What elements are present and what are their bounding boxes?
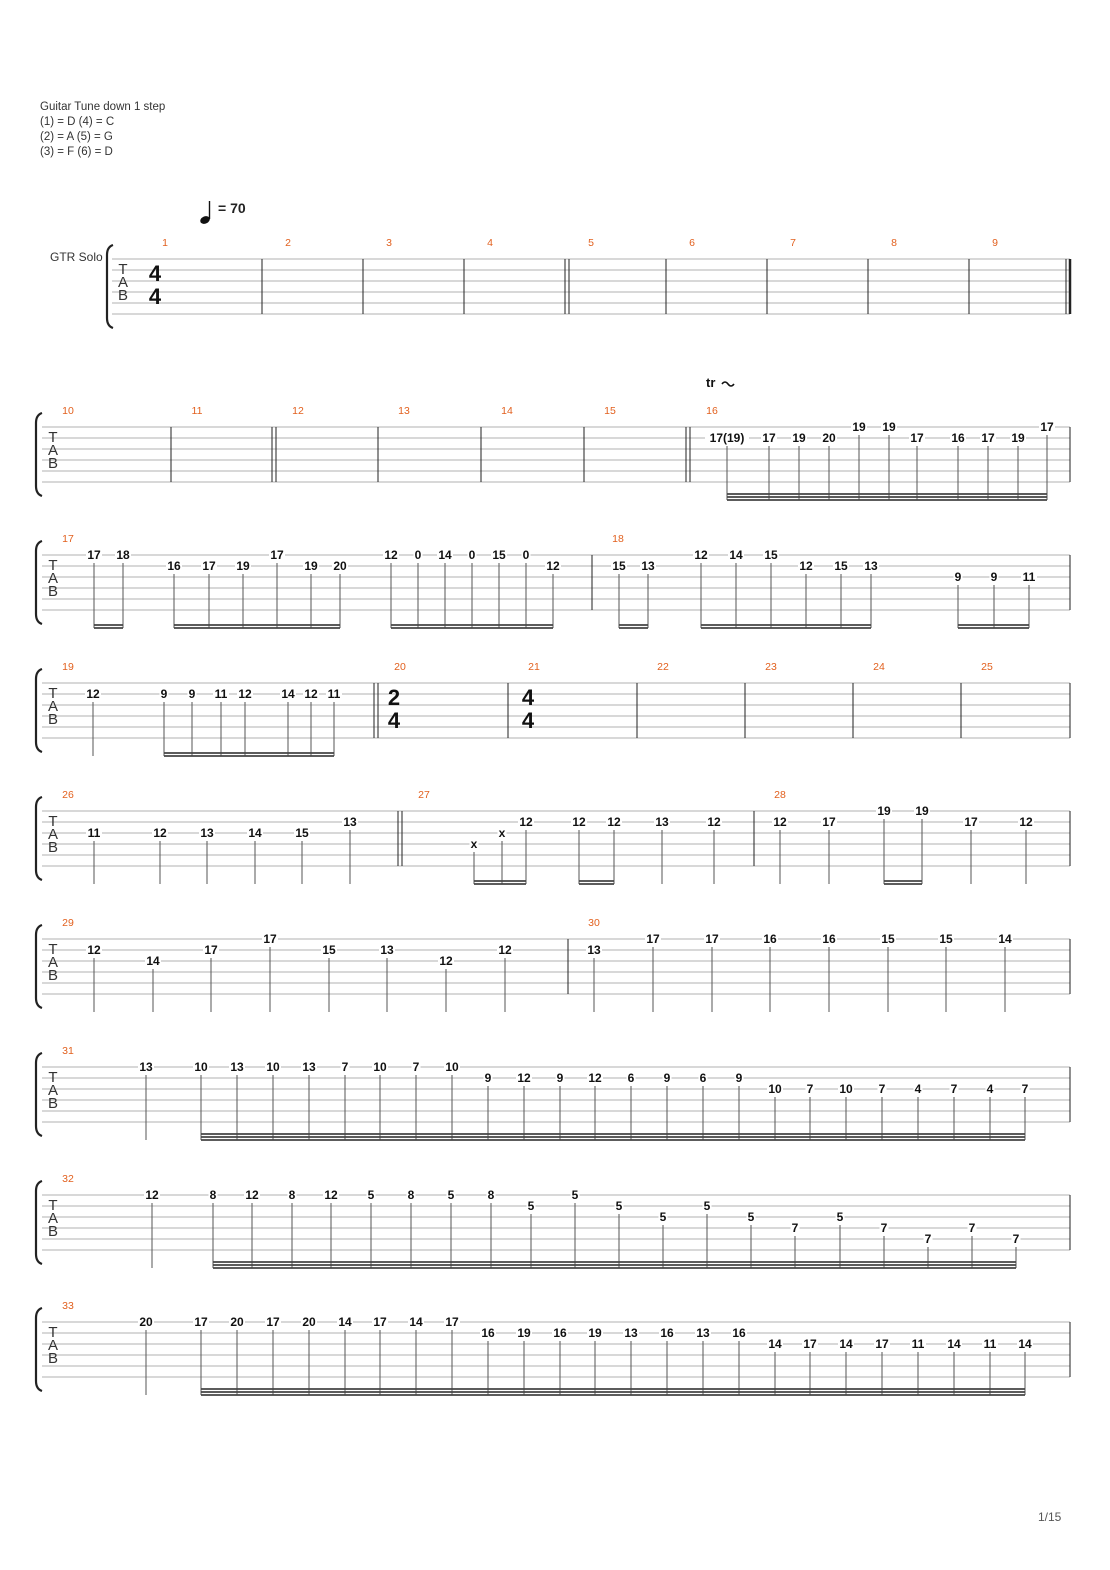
fret-number: 17 (646, 932, 660, 946)
fret-number: 6 (699, 1071, 707, 1085)
measure-number: 18 (612, 533, 624, 545)
tab-clef-letter: T (48, 813, 58, 830)
measure-number: 15 (604, 405, 616, 417)
fret-number: 14 (281, 687, 295, 701)
fret-number: 9 (990, 570, 998, 584)
fret-number: 7 (1012, 1232, 1020, 1246)
tab-clef-letter: A (47, 1210, 59, 1227)
trill-wave-icon (722, 382, 734, 386)
tuning-title: Guitar Tune down 1 step (40, 101, 166, 113)
fret-number: 16 (167, 559, 181, 573)
fret-number: 19 (877, 804, 891, 818)
fret-number: 15 (764, 548, 778, 562)
tab-clef-letter: B (47, 583, 59, 600)
fret-number: 10 (768, 1082, 782, 1096)
measure-number: 26 (62, 789, 74, 801)
tab-clef-letter: B (117, 287, 129, 304)
time-signature-bottom: 4 (387, 708, 401, 733)
measure-number: 4 (487, 237, 493, 249)
fret-number: 5 (703, 1199, 711, 1213)
measure-number: 24 (873, 661, 885, 673)
tab-clef-letter: B (47, 711, 59, 728)
fret-number: 8 (209, 1188, 217, 1202)
fret-number: 16 (732, 1326, 746, 1340)
fret-number: 14 (146, 954, 160, 968)
fret-number: 5 (615, 1199, 623, 1213)
fret-number: 6 (627, 1071, 635, 1085)
fret-number: 17 (263, 932, 277, 946)
fret-number: 13 (139, 1060, 153, 1074)
measure-number: 1 (162, 237, 168, 249)
system-bracket (36, 1053, 42, 1136)
system-bracket (36, 797, 42, 880)
fret-number: 12 (588, 1071, 602, 1085)
fret-number: 10 (194, 1060, 208, 1074)
fret-number: 12 (87, 943, 101, 957)
system-bracket (36, 925, 42, 1008)
fret-number: 11 (214, 687, 228, 701)
fret-number: 12 (799, 559, 813, 573)
fret-number: 7 (341, 1060, 349, 1074)
fret-number: 9 (484, 1071, 492, 1085)
fret-number: 9 (160, 687, 168, 701)
fret-number: 13 (302, 1060, 316, 1074)
fret-number: 10 (839, 1082, 853, 1096)
fret-number: 11 (87, 826, 101, 840)
fret-number: 12 (439, 954, 453, 968)
time-signature-bottom: 4 (148, 284, 162, 309)
fret-number: 14 (768, 1337, 782, 1351)
tab-clef-letter: A (47, 1082, 59, 1099)
fret-number: 13 (864, 559, 878, 573)
fret-number: 12 (546, 559, 560, 573)
measure-number: 8 (891, 237, 897, 249)
fret-number: 4 (914, 1082, 922, 1096)
fret-number: 17 (266, 1315, 280, 1329)
measure-number: 20 (394, 661, 406, 673)
measure-number: 21 (528, 661, 540, 673)
measure-number: 2 (285, 237, 291, 249)
fret-number: 12 (607, 815, 621, 829)
measure-number: 27 (418, 789, 430, 801)
fret-number: 19 (915, 804, 929, 818)
fret-number: 20 (333, 559, 347, 573)
measure-number: 5 (588, 237, 594, 249)
fret-number: 16 (481, 1326, 495, 1340)
fret-number: 13 (200, 826, 214, 840)
fret-number: 13 (587, 943, 601, 957)
fret-number: 0 (468, 548, 476, 562)
tab-clef-letter: A (47, 826, 59, 843)
fret-number: 19 (1011, 431, 1025, 445)
measure-number: 14 (501, 405, 513, 417)
measure-number: 10 (62, 405, 74, 417)
fret-number: 12 (498, 943, 512, 957)
fret-number: 15 (939, 932, 953, 946)
fret-number: 5 (836, 1210, 844, 1224)
fret-number: 19 (588, 1326, 602, 1340)
fret-number: 9 (954, 570, 962, 584)
fret-number: x (498, 826, 506, 840)
fret-number: 16 (822, 932, 836, 946)
fret-number: 7 (968, 1221, 976, 1235)
fret-number: 7 (878, 1082, 886, 1096)
fret-number: 7 (412, 1060, 420, 1074)
time-signature-bottom: 4 (521, 708, 535, 733)
fret-number: 20 (230, 1315, 244, 1329)
tuning-line: (3) = F (6) = D (40, 146, 113, 158)
fret-number: 9 (556, 1071, 564, 1085)
fret-number: 8 (487, 1188, 495, 1202)
fret-number: 17 (1040, 420, 1054, 434)
fret-number: 5 (747, 1210, 755, 1224)
tab-clef-letter: T (118, 261, 128, 278)
fret-number: 20 (139, 1315, 153, 1329)
fret-number: 12 (384, 548, 398, 562)
fret-number: 7 (924, 1232, 932, 1246)
fret-number: 12 (304, 687, 318, 701)
tab-clef-letter: B (47, 967, 59, 984)
tab-clef-letter: T (48, 1069, 58, 1086)
tab-clef-letter: T (48, 1197, 58, 1214)
fret-number: 12 (519, 815, 533, 829)
fret-number: 19 (792, 431, 806, 445)
measure-number: 23 (765, 661, 777, 673)
tempo-value: = 70 (218, 200, 246, 216)
fret-number: x (470, 837, 478, 851)
fret-number: 10 (266, 1060, 280, 1074)
fret-number: 15 (612, 559, 626, 573)
fret-number: 5 (447, 1188, 455, 1202)
fret-number: 15 (492, 548, 506, 562)
tab-clef-letter: A (47, 698, 59, 715)
measure-number: 28 (774, 789, 786, 801)
system-bracket (36, 413, 42, 496)
fret-number: 16 (660, 1326, 674, 1340)
fret-number: 16 (763, 932, 777, 946)
fret-number: 20 (822, 431, 836, 445)
fret-number: 15 (295, 826, 309, 840)
fret-number: 17(19) (709, 431, 745, 445)
fret-number: 20 (302, 1315, 316, 1329)
measure-number: 11 (191, 405, 203, 417)
measure-number: 16 (706, 405, 718, 417)
fret-number: 14 (729, 548, 743, 562)
measure-number: 30 (588, 917, 600, 929)
measure-number: 29 (62, 917, 74, 929)
fret-number: 14 (998, 932, 1012, 946)
tab-clef-letter: A (47, 442, 59, 459)
fret-number: 15 (881, 932, 895, 946)
fret-number: 12 (238, 687, 252, 701)
time-signature-top: 4 (521, 685, 535, 710)
fret-number: 7 (880, 1221, 888, 1235)
measure-number: 3 (386, 237, 392, 249)
fret-number: 14 (947, 1337, 961, 1351)
tab-clef-letter: T (48, 1324, 58, 1341)
fret-number: 19 (882, 420, 896, 434)
fret-number: 17 (204, 943, 218, 957)
fret-number: 5 (527, 1199, 535, 1213)
fret-number: 19 (852, 420, 866, 434)
system-bracket (36, 541, 42, 624)
fret-number: 4 (986, 1082, 994, 1096)
measure-number: 12 (292, 405, 304, 417)
fret-number: 13 (343, 815, 357, 829)
tab-clef-letter: B (47, 1350, 59, 1367)
fret-number: 11 (911, 1337, 925, 1351)
fret-number: 14 (839, 1337, 853, 1351)
tab-clef-letter: T (48, 941, 58, 958)
tab-clef-letter: B (47, 839, 59, 856)
fret-number: 0 (414, 548, 422, 562)
fret-number: 19 (304, 559, 318, 573)
fret-number: 17 (762, 431, 776, 445)
measure-number: 32 (62, 1173, 74, 1185)
fret-number: 19 (517, 1326, 531, 1340)
measure-number: 19 (62, 661, 74, 673)
fret-number: 13 (696, 1326, 710, 1340)
fret-number: 17 (822, 815, 836, 829)
fret-number: 12 (245, 1188, 259, 1202)
fret-number: 12 (86, 687, 100, 701)
fret-number: 0 (522, 548, 530, 562)
fret-number: 17 (875, 1337, 889, 1351)
tab-clef-letter: A (117, 274, 129, 291)
fret-number: 17 (194, 1315, 208, 1329)
system-bracket (36, 669, 42, 752)
fret-number: 17 (87, 548, 101, 562)
tab-clef-letter: B (47, 1095, 59, 1112)
fret-number: 17 (981, 431, 995, 445)
fret-number: 15 (834, 559, 848, 573)
tab-clef-letter: T (48, 557, 58, 574)
trill-marking: tr (706, 375, 716, 390)
fret-number: 13 (624, 1326, 638, 1340)
fret-number: 13 (655, 815, 669, 829)
fret-number: 12 (1019, 815, 1033, 829)
system-bracket (107, 245, 113, 328)
fret-number: 12 (145, 1188, 159, 1202)
fret-number: 12 (324, 1188, 338, 1202)
fret-number: 18 (116, 548, 130, 562)
fret-number: 12 (694, 548, 708, 562)
fret-number: 11 (327, 687, 341, 701)
fret-number: 13 (641, 559, 655, 573)
measure-number: 25 (981, 661, 993, 673)
time-signature-top: 4 (148, 261, 162, 286)
track-name: GTR Solo (50, 250, 103, 264)
system-bracket (36, 1181, 42, 1264)
fret-number: 16 (951, 431, 965, 445)
fret-number: 7 (1021, 1082, 1029, 1096)
fret-number: 17 (373, 1315, 387, 1329)
fret-number: 11 (1022, 570, 1036, 584)
fret-number: 17 (445, 1315, 459, 1329)
fret-number: 7 (806, 1082, 814, 1096)
measure-number: 17 (62, 533, 74, 545)
fret-number: 12 (153, 826, 167, 840)
tab-clef-letter: A (47, 1337, 59, 1354)
tab-clef-letter: T (48, 429, 58, 446)
fret-number: 16 (553, 1326, 567, 1340)
fret-number: 13 (380, 943, 394, 957)
fret-number: 15 (322, 943, 336, 957)
fret-number: 5 (367, 1188, 375, 1202)
measure-number: 31 (62, 1045, 74, 1057)
fret-number: 17 (270, 548, 284, 562)
fret-number: 8 (407, 1188, 415, 1202)
fret-number: 5 (571, 1188, 579, 1202)
fret-number: 17 (910, 431, 924, 445)
fret-number: 8 (288, 1188, 296, 1202)
tuning-line: (2) = A (5) = G (40, 131, 113, 143)
fret-number: 17 (705, 932, 719, 946)
fret-number: 14 (1018, 1337, 1032, 1351)
fret-number: 14 (409, 1315, 423, 1329)
fret-number: 10 (373, 1060, 387, 1074)
tab-clef-letter: B (47, 1223, 59, 1240)
fret-number: 14 (338, 1315, 352, 1329)
fret-number: 14 (248, 826, 262, 840)
fret-number: 17 (964, 815, 978, 829)
fret-number: 5 (659, 1210, 667, 1224)
fret-number: 7 (950, 1082, 958, 1096)
fret-number: 9 (663, 1071, 671, 1085)
fret-number: 12 (707, 815, 721, 829)
fret-number: 11 (983, 1337, 997, 1351)
fret-number: 10 (445, 1060, 459, 1074)
fret-number: 12 (517, 1071, 531, 1085)
fret-number: 7 (791, 1221, 799, 1235)
fret-number: 12 (572, 815, 586, 829)
tab-clef-letter: B (47, 455, 59, 472)
fret-number: 9 (735, 1071, 743, 1085)
system-bracket (36, 1308, 42, 1391)
fret-number: 19 (236, 559, 250, 573)
tab-clef-letter: T (48, 685, 58, 702)
measure-number: 7 (790, 237, 796, 249)
measure-number: 6 (689, 237, 695, 249)
fret-number: 17 (803, 1337, 817, 1351)
tuning-line: (1) = D (4) = C (40, 116, 115, 128)
tab-clef-letter: A (47, 570, 59, 587)
measure-number: 9 (992, 237, 998, 249)
tab-clef-letter: A (47, 954, 59, 971)
fret-number: 14 (438, 548, 452, 562)
measure-number: 33 (62, 1300, 74, 1312)
fret-number: 17 (202, 559, 216, 573)
measure-number: 13 (398, 405, 410, 417)
fret-number: 12 (773, 815, 787, 829)
measure-number: 22 (657, 661, 669, 673)
fret-number: 9 (188, 687, 196, 701)
page-number: 1/15 (1038, 1510, 1062, 1524)
fret-number: 13 (230, 1060, 244, 1074)
time-signature-top: 2 (387, 685, 401, 710)
